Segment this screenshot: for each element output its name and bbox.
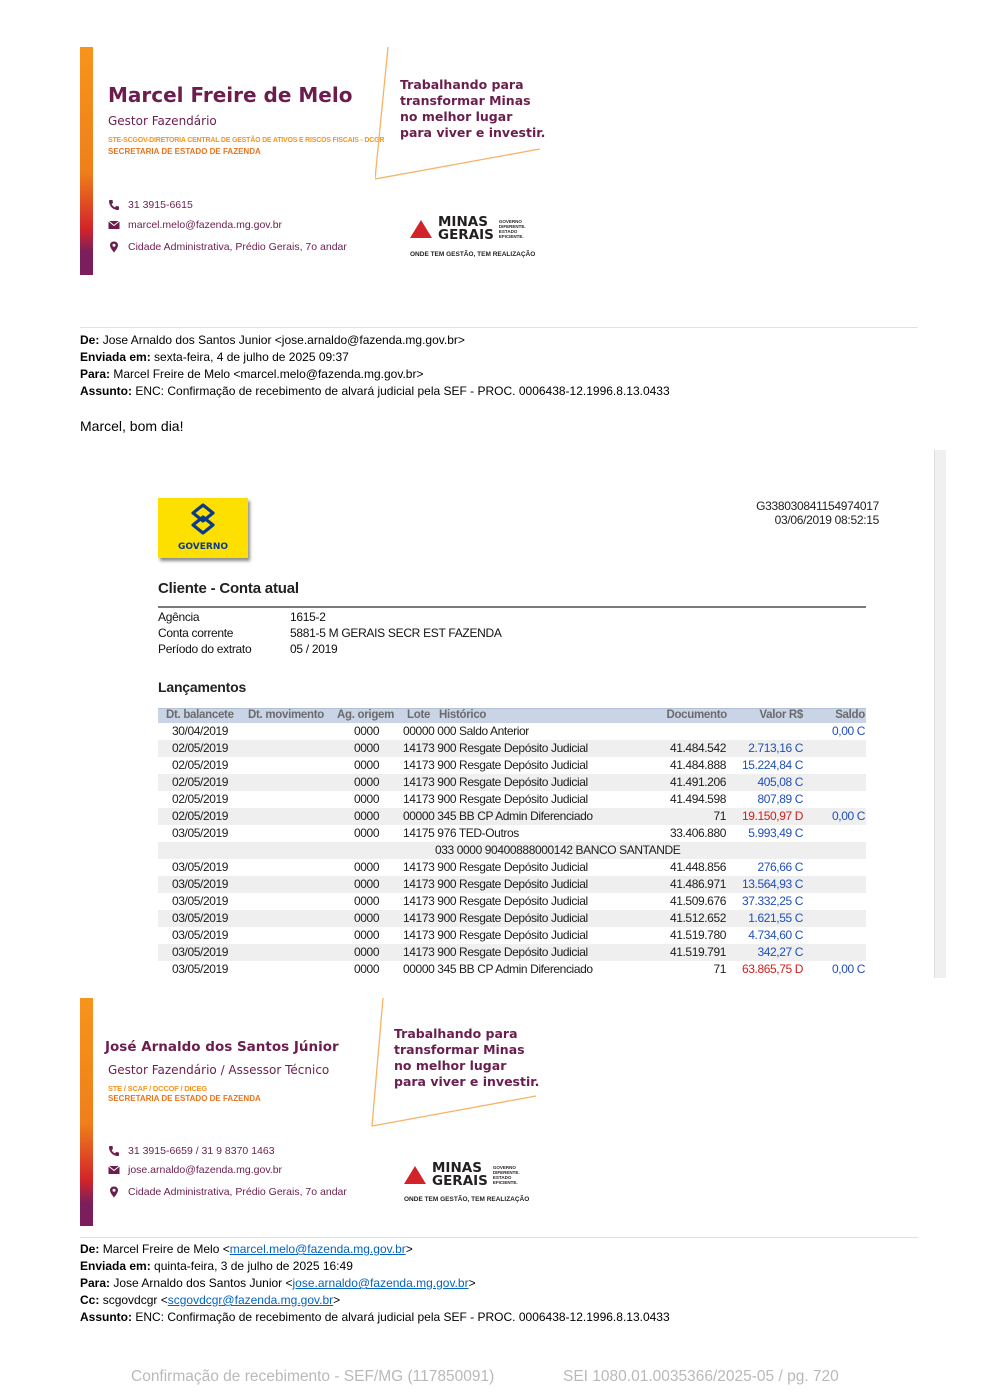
header-divider (80, 1237, 918, 1238)
logo-tagline: ONDE TEM GESTÃO, TEM REALIZAÇÃO (404, 1196, 530, 1203)
signature-address: Cidade Administrativa, Prédio Gerais, 7o andar (108, 1186, 347, 1198)
mail-to: Para: Marcel Freire de Melo <marcel.melo@fazenda.mg.gov.br> (80, 367, 424, 381)
cell-valor: 19.150,97 D (742, 809, 803, 823)
cell-valor: 15.224,84 C (742, 758, 803, 772)
mail-sent: Enviada em: quinta-feira, 3 de julho de 2025 16:49 (80, 1259, 353, 1273)
signature-phone: 31 3915-6659 / 31 9 8370 1463 (108, 1145, 275, 1157)
cell-historico: 14173 900 Resgate Depósito Judicial (403, 928, 588, 942)
mail-greeting: Marcel, bom dia! (80, 418, 184, 434)
cell-ag-origem: 0000 (354, 826, 380, 840)
table-row (158, 757, 866, 774)
logo-tagline: ONDE TEM GESTÃO, TEM REALIZAÇÃO (410, 251, 536, 258)
signature-email: marcel.melo@fazenda.mg.gov.br (108, 219, 282, 231)
mail-icon (108, 1164, 120, 1176)
cell-dt-balancete: 02/05/2019 (172, 741, 229, 755)
entries-title: Lançamentos (158, 679, 247, 695)
cell-valor: 13.564,93 C (742, 877, 803, 891)
cell-documento: 41.491.206 (669, 775, 726, 789)
cell-dt-balancete: 02/05/2019 (172, 809, 229, 823)
cell-documento: 71 (713, 962, 726, 976)
cell-dt-balancete: 03/05/2019 (172, 877, 229, 891)
cell-documento: 41.448.856 (669, 860, 726, 874)
mail-subject: Assunto: ENC: Confirmação de recebimento de alvará judicial pela SEF - PROC. 0006438-12.1996.8.13.0433 (80, 1310, 670, 1324)
table-row (158, 842, 866, 859)
client-title: Cliente - Conta atual (158, 580, 299, 597)
mail-header-1 (80, 332, 670, 400)
signature-dept: SECRETARIA DE ESTADO DE FAZENDA (108, 147, 261, 156)
table-row (158, 859, 866, 876)
col-dt-balancete: Dt. balancete (166, 709, 234, 721)
cell-saldo: 0,00 C (832, 962, 865, 976)
cell-historico: 033 0000 90400888000142 BANCO SANTANDE (435, 843, 681, 857)
period-row: Período do extrato 05 / 2019 (158, 642, 338, 656)
cell-documento: 71 (713, 809, 726, 823)
cell-valor: 37.332,25 C (742, 894, 803, 908)
cell-historico: 14173 900 Resgate Depósito Judicial (403, 741, 588, 755)
cell-valor: 807,89 C (757, 792, 803, 806)
scrollbar (934, 450, 946, 978)
signature-role: Gestor Fazendário / Assessor Técnico (108, 1063, 330, 1077)
cell-saldo: 0,00 C (832, 809, 865, 823)
entries-table (158, 708, 866, 978)
cell-documento: 41.519.791 (669, 945, 726, 959)
cell-documento: 41.519.780 (669, 928, 726, 942)
cell-dt-balancete: 02/05/2019 (172, 775, 229, 789)
table-row (158, 961, 866, 978)
mail-cc: Cc: scgovdcgr <scgovdcgr@fazenda.mg.gov.br> (80, 1293, 341, 1307)
minas-gerais-logo: MINAS GERAIS GOVERNO DIFERENTE. ESTADO EFICIENTE. (404, 1162, 520, 1188)
cell-ag-origem: 0000 (354, 792, 380, 806)
from-email-link[interactable]: marcel.melo@fazenda.mg.gov.br (229, 1242, 406, 1256)
signature-address: Cidade Administrativa, Prédio Gerais, 7o andar (108, 241, 347, 253)
cell-ag-origem: 0000 (354, 945, 380, 959)
cell-dt-balancete: 03/05/2019 (172, 928, 229, 942)
location-pin-icon (108, 1186, 120, 1198)
cell-dt-balancete: 02/05/2019 (172, 758, 229, 772)
statement-id: G338030841154974017 03/06/2019 08:52:15 (756, 499, 879, 527)
to-email-link[interactable]: jose.arnaldo@fazenda.mg.gov.br (292, 1276, 469, 1290)
cell-historico: 14173 900 Resgate Depósito Judicial (403, 911, 588, 925)
table-row (158, 740, 866, 757)
signature-accent-bar (80, 47, 93, 275)
signature-role: Gestor Fazendário (108, 114, 217, 128)
table-row (158, 910, 866, 927)
cell-valor: 342,27 C (757, 945, 803, 959)
cell-historico: 14175 976 TED-Outros (403, 826, 519, 840)
table-row (158, 893, 866, 910)
cell-valor: 276,66 C (757, 860, 803, 874)
minas-gerais-triangle-icon (410, 220, 432, 238)
cell-historico: 00000 345 BB CP Admin Diferenciado (403, 809, 593, 823)
signature-unit: STE / SCAF / DCCOF / DICEG (108, 1084, 207, 1093)
bb-symbol-icon (186, 502, 220, 536)
col-lote: Lote (407, 709, 431, 721)
cell-historico: 00000 000 Saldo Anterior (403, 724, 529, 738)
phone-icon (108, 199, 120, 211)
header-divider (80, 327, 918, 328)
footer-doc-title: Confirmação de recebimento - SEF/MG (117850091) (131, 1368, 495, 1385)
table-row (158, 944, 866, 961)
signature-accent-bar (80, 998, 93, 1226)
mail-from: De: Jose Arnaldo dos Santos Junior <jose.arnaldo@fazenda.mg.gov.br> (80, 333, 465, 347)
cell-ag-origem: 0000 (354, 928, 380, 942)
col-ag-origem: Ag. origem (337, 709, 395, 721)
cell-ag-origem: 0000 (354, 741, 380, 755)
cell-historico: 14173 900 Resgate Depósito Judicial (403, 945, 588, 959)
mail-icon (108, 219, 120, 231)
agency-row: Agência 1615-2 (158, 610, 326, 624)
signature-email: jose.arnaldo@fazenda.mg.gov.br (108, 1164, 282, 1176)
cell-ag-origem: 0000 (354, 860, 380, 874)
slogan: Trabalhando para transformar Minas no melhor lugar para viver e investir. (400, 77, 546, 140)
account-row: Conta corrente 5881-5 M GERAIS SECR EST FAZENDA (158, 626, 502, 640)
cell-saldo: 0,00 C (832, 724, 865, 738)
cell-dt-balancete: 03/05/2019 (172, 860, 229, 874)
cell-dt-balancete: 03/05/2019 (172, 826, 229, 840)
client-divider (158, 606, 866, 608)
cell-ag-origem: 0000 (354, 724, 380, 738)
cell-ag-origem: 0000 (354, 758, 380, 772)
mail-header-2 (80, 1241, 670, 1326)
cell-ag-origem: 0000 (354, 962, 380, 976)
col-documento: Documento (666, 709, 727, 721)
signature-name: Marcel Freire de Melo (108, 83, 353, 107)
table-row (158, 723, 866, 740)
cell-ag-origem: 0000 (354, 911, 380, 925)
cell-ag-origem: 0000 (354, 809, 380, 823)
table-row (158, 774, 866, 791)
cell-valor: 1.621,55 C (748, 911, 803, 925)
signature-card-marcel (80, 47, 550, 275)
location-pin-icon (108, 241, 120, 253)
cell-dt-balancete: 02/05/2019 (172, 792, 229, 806)
cell-documento: 41.512.652 (669, 911, 726, 925)
signature-dept: SECRETARIA DE ESTADO DE FAZENDA (108, 1094, 261, 1103)
cell-ag-origem: 0000 (354, 894, 380, 908)
cell-documento: 41.486.971 (669, 877, 726, 891)
cell-valor: 5.993,49 C (748, 826, 803, 840)
cell-documento: 41.494.598 (669, 792, 726, 806)
cell-historico: 14173 900 Resgate Depósito Judicial (403, 758, 588, 772)
mail-subject: Assunto: ENC: Confirmação de recebimento de alvará judicial pela SEF - PROC. 0006438-12.1996.8.13.0433 (80, 384, 670, 398)
cell-ag-origem: 0000 (354, 877, 380, 891)
col-historico: Histórico (439, 709, 487, 721)
cell-valor: 4.734,60 C (748, 928, 803, 942)
table-row (158, 825, 866, 842)
table-row (158, 927, 866, 944)
cell-documento: 41.484.542 (669, 741, 726, 755)
cell-historico: 00000 345 BB CP Admin Diferenciado (403, 962, 593, 976)
cell-valor: 405,08 C (757, 775, 803, 789)
cell-historico: 14173 900 Resgate Depósito Judicial (403, 775, 588, 789)
footer-sei-ref: SEI 1080.01.0035366/2025-05 / pg. 720 (563, 1368, 839, 1385)
cell-historico: 14173 900 Resgate Depósito Judicial (403, 894, 588, 908)
minas-gerais-triangle-icon (404, 1166, 426, 1184)
mail-sent: Enviada em: sexta-feira, 4 de julho de 2025 09:37 (80, 350, 349, 364)
minas-gerais-logo: MINAS GERAIS GOVERNO DIFERENTE. ESTADO EFICIENTE. (410, 216, 526, 242)
cell-ag-origem: 0000 (354, 775, 380, 789)
cell-documento: 33.406.880 (669, 826, 726, 840)
signature-name: José Arnaldo dos Santos Júnior (105, 1039, 339, 1055)
table-header (158, 708, 866, 723)
table-row (158, 791, 866, 808)
mail-from: De: Marcel Freire de Melo <marcel.melo@fazenda.mg.gov.br> (80, 1242, 413, 1256)
cell-valor: 2.713,16 C (748, 741, 803, 755)
signature-card-jose (80, 998, 550, 1226)
bank-statement-image (80, 450, 946, 978)
table-row (158, 876, 866, 893)
banco-do-brasil-logo (158, 498, 248, 558)
cell-dt-balancete: 03/05/2019 (172, 945, 229, 959)
table-row (158, 808, 866, 825)
cell-dt-balancete: 03/05/2019 (172, 911, 229, 925)
cell-historico: 14173 900 Resgate Depósito Judicial (403, 877, 588, 891)
signature-unit: STE-SCGOV-DIRETORIA CENTRAL DE GESTÃO DE ATIVOS E RISCOS FISCAIS - DCGR (108, 137, 385, 144)
table-body (158, 723, 866, 978)
cell-historico: 14173 900 Resgate Depósito Judicial (403, 792, 588, 806)
cell-documento: 41.484.888 (669, 758, 726, 772)
cell-dt-balancete: 30/04/2019 (172, 724, 229, 738)
col-valor: Valor R$ (759, 709, 803, 721)
mail-to: Para: Jose Arnaldo dos Santos Junior <jose.arnaldo@fazenda.mg.gov.br> (80, 1276, 476, 1290)
slogan: Trabalhando para transformar Minas no melhor lugar para viver e investir. (394, 1026, 540, 1089)
cell-historico: 14173 900 Resgate Depósito Judicial (403, 860, 588, 874)
bb-logo-label: GOVERNO (177, 542, 229, 552)
cell-dt-balancete: 03/05/2019 (172, 962, 229, 976)
cell-documento: 41.509.676 (669, 894, 726, 908)
cell-valor: 63.865,75 D (742, 962, 803, 976)
cc-email-link[interactable]: scgovdcgr@fazenda.mg.gov.br (167, 1293, 334, 1307)
col-saldo: Saldo (835, 709, 865, 721)
phone-icon (108, 1145, 120, 1157)
signature-phone: 31 3915-6615 (108, 199, 193, 211)
col-dt-movimento: Dt. movimento (248, 709, 324, 721)
cell-dt-balancete: 03/05/2019 (172, 894, 229, 908)
